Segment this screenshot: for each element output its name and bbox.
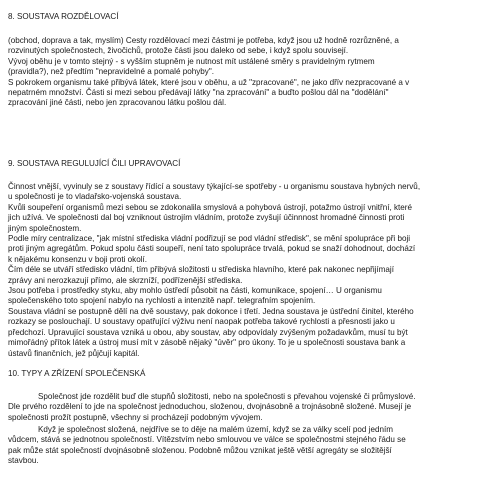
text-line: u společnosti je to vladařsko-vojenská soustava. xyxy=(8,192,182,202)
text-line: společnosti prožít postupně, všechny si procházejí podobným vývojem. xyxy=(8,412,263,422)
text-line: Dle prvého rozdělení to jde na společnost jednoduchou, složenou, dvojnásobně a trojnásobně složené. Musejí je xyxy=(8,402,412,412)
section-heading-9: 9. SOUSTAVA REGULUJÍCÍ ČILI UPRAVOVACÍ xyxy=(8,159,181,168)
text-line: ústavů finančních, jež půjčují kapitál. xyxy=(8,348,140,358)
text-line: Jsou potřeba i prostředky styku, aby mohlo ústředí působit na části, komunikace, spojení… U organismu xyxy=(8,286,382,296)
section-heading-8: 8. SOUSTAVA ROZDĚLOVACÍ xyxy=(8,12,119,21)
text-line: Činnost vnější, vyvinuly se z soustavy řídící a soustavy týkající-se spotřeby - u organismu soustava hybných nervů, xyxy=(8,182,421,191)
section-8-body xyxy=(8,36,409,109)
text-line: S pokrokem organismu také přibývá látek, které jsou v oběhu, a už "zpracované", ne jako dřív nezpracované a v xyxy=(8,77,410,87)
text-line: mimořádný přítok látek a ústroj musí mít v zásobě nějaký "úvěr" pro úkony. To je u společnosti soustava bank a xyxy=(8,338,406,348)
text-line: Kvůli soupeření organismů mezi sebou se zdokonalila smyslová a pohybová ústrojí, potažmo ústrojí vnitřní, které xyxy=(8,202,412,212)
text-line: stavbou. xyxy=(8,456,39,466)
text-line: zpracování jiné části, nebo jen zpracovanou látku pošlou dál. xyxy=(8,98,227,108)
text-line: společenského toto spojení nabylo na rychlosti a intenzitě např. telegrafním spojením. xyxy=(8,296,316,306)
text-line: rozkazy se poslouchají. U soustavy opatřující výživu není naopak potřeba takové rychlosti a přesnosti jako u xyxy=(8,317,395,327)
section-9-body xyxy=(8,182,420,359)
text-line: Vývoj oběhu je v tomto stejný - s vyšším stupněm je nutnost mít ustálené směry s pravidelným rytmem xyxy=(8,56,375,66)
text-line: nepatrném množství. Části si mezi sebou předávají látky "na zpracování" a buďto pošlou dál na "dodělání" xyxy=(8,88,389,98)
text-line: k nějakému konsenzu v boji proti okolí. xyxy=(8,254,148,264)
text-line: jiným společnostem. xyxy=(8,223,82,233)
text-line: rozvinutých společnostech, živočichů, protože části jsou daleko od sebe, i když spolu souvisejí. xyxy=(8,46,349,56)
text-line: vůdcem, stává se jednotnou společností. Vítězstvím nebo smlouvou ve válce se společnostmi stejného řádu se xyxy=(8,435,406,445)
text-line: Společnost jde rozdělit buď dle stupňů složitosti, nebo na společnosti s převahou vojenské či průmyslové. xyxy=(38,392,416,401)
text-line: Soustava vládní se postupně dělí na dvě soustavy, pak dokonce i třetí. Jedna soustava je ústřední činitel, kterého xyxy=(8,306,414,316)
text-line: jich užívá. Ve společnosti dal boj vzniknout ústrojím vládním, protože zvyšují účinnnost hromadné činnosti proti xyxy=(8,213,405,223)
text-line: (obchod, doprava a tak, myslím) Cesty rozdělovací mezi částmi je potřeba, když jsou už hodně rozrůzněné, a xyxy=(8,36,399,45)
text-line: zprávy ani nerozkazují přímo, ale skrzníží, podřízenější střediska. xyxy=(8,275,243,285)
text-line: (pravidla?), než předtím "nepravidelné a pomalé pohyby". xyxy=(8,67,214,77)
text-line: předchozí. Upravující soustava vzniká u obou, aby soustav, aby odpovídaly zvýšeným požadavkům, musí tu být xyxy=(8,327,408,337)
text-line: Podle míry centralizace, "jak místní střediska vládní podřizují se pod vládní středisk", se mění spolupráce při boji xyxy=(8,234,411,244)
text-line: Když je společnost složená, nejdříve se to děje na malém území, když se za války scelí pod jedním xyxy=(38,425,393,434)
section-10-paragraph-2 xyxy=(8,425,406,467)
text-line: proti jiným agregátům. Pokud spolu části soupeří, není tato spolupráce trvalá, pokud se snaží dohodnout, dochází xyxy=(8,244,416,254)
section-heading-10: 10. TYPY A ZŘÍZENÍ SPOLEČENSKÁ xyxy=(8,369,146,378)
section-10-paragraph-1 xyxy=(8,392,416,423)
text-line: pak může stát společností dvojnásobně složenou. Podobně můžou vznikat ještě větší agregáty se složitější xyxy=(8,445,392,455)
text-line: Čím déle se utváří středisko vládní, tím přibývá složitosti u střediska hlavního, které pak nakonec nepřijímají xyxy=(8,265,394,275)
